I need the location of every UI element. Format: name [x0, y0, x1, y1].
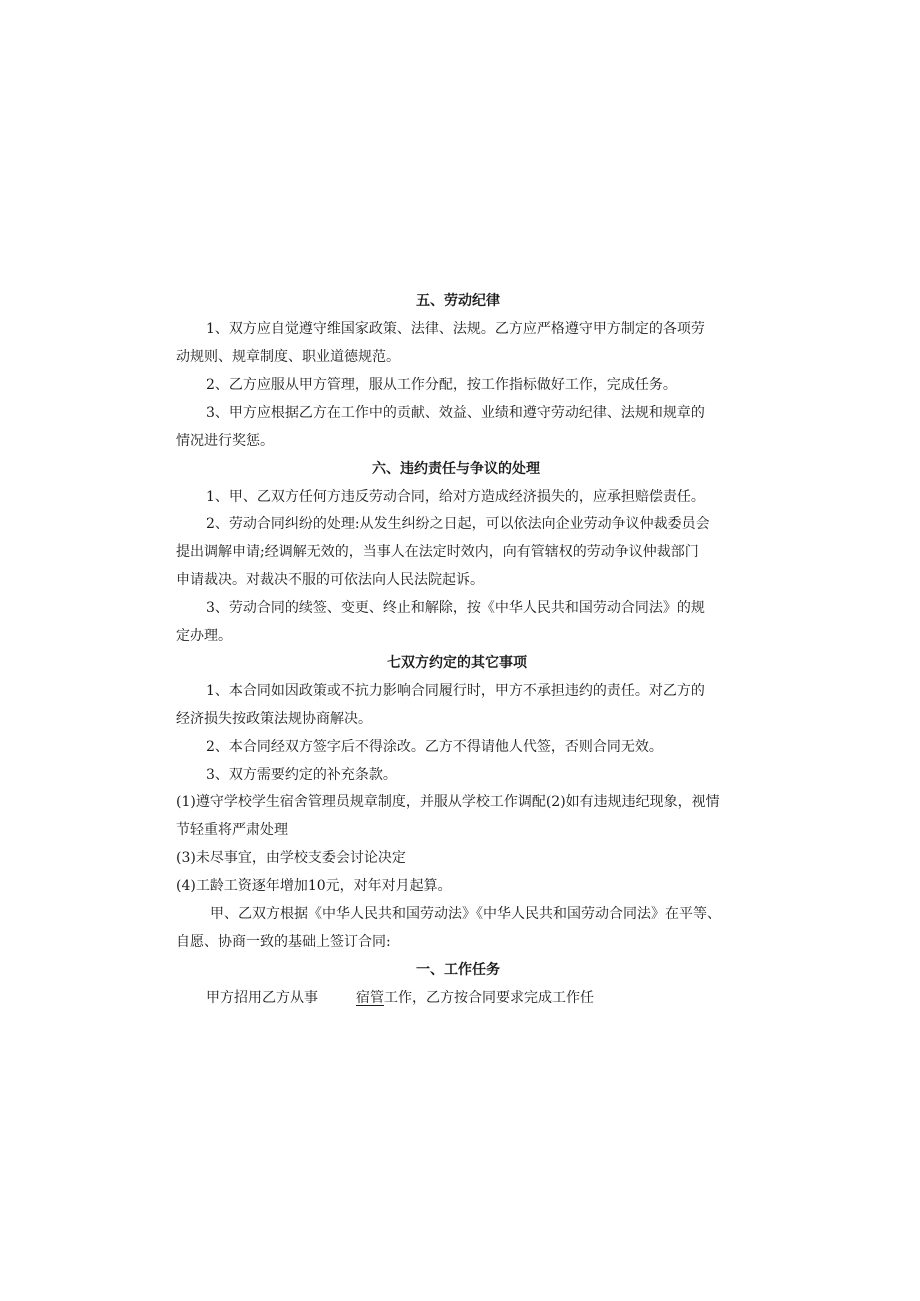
- section-6-para-1: 1、甲、乙双方任何方违反劳动合同，给对方造成经济损失的，应承担赔偿责任。: [206, 489, 705, 505]
- section-6-para-3-line-2: 定办理。: [176, 628, 232, 644]
- section-7-para-1-line-2: 经济损失按政策法规协商解决。: [176, 711, 372, 727]
- intro-line-2: 自愿、协商一致的基础上签订合同:: [176, 934, 391, 950]
- section-7-item-4: (4)工龄工资逐年增加10元，对年对月起算。: [176, 878, 452, 894]
- section-7-item-1-line-2: 节轻重将严肃处理: [176, 822, 288, 838]
- section-5-para-1-line-1: 1、双方应自觉遵守维国家政策、法律、法规。乙方应严格遵守甲方制定的各项劳: [206, 321, 705, 337]
- section-6-heading: 六、违约责任与争议的处理: [372, 461, 540, 477]
- section-6-para-2-line-1: 2、劳动合同纠纷的处理:从发生纠纷之日起，可以依法向企业劳动争议仲裁委员会: [206, 516, 710, 532]
- job-assignment-text-before: 甲方招用乙方从事: [206, 990, 318, 1006]
- section-5-para-1-line-2: 动规则、规章制度、职业道德规范。: [176, 349, 400, 365]
- section-5-para-3-line-1: 3、甲方应根据乙方在工作中的贡献、效益、业绩和遵守劳动纪律、法规和规章的: [206, 405, 705, 421]
- section-7-para-1-line-1: 1、本合同如因政策或不抗力影响合同履行时，甲方不承担违约的责任。对乙方的: [206, 683, 705, 699]
- section-7-heading: 七双方约定的其它事项: [387, 655, 527, 671]
- section-1-heading: 一、工作任务: [416, 962, 500, 978]
- job-assignment-line: [206, 989, 594, 1007]
- section-6-para-3-line-1: 3、劳动合同的续签、变更、终止和解除，按《中华人民共和国劳动合同法》的规: [206, 600, 705, 616]
- section-6-para-2-line-2: 提出调解申请;经调解无效的，当事人在法定时效内，向有管辖权的劳动争议仲裁部门: [176, 544, 699, 560]
- section-5-para-2: 2、乙方应服从甲方管理，服从工作分配，按工作指标做好工作，完成任务。: [206, 377, 677, 393]
- section-5-para-3-line-2: 情况进行奖惩。: [176, 433, 274, 449]
- section-7-item-3: (3)未尽事宜，由学校支委会讨论决定: [176, 850, 406, 866]
- job-assignment-text-after: 工作，乙方按合同要求完成工作任: [384, 990, 594, 1006]
- section-7-para-3: 3、双方需要约定的补充条款。: [206, 767, 397, 783]
- section-5-heading: 五、劳动纪律: [416, 293, 500, 309]
- intro-line-1: 甲、乙双方根据《中华人民共和国劳动法》《中华人民共和国劳动合同法》在平等、: [210, 906, 721, 922]
- section-6-para-2-line-3: 申请裁决。对裁决不服的可依法向人民法院起诉。: [176, 572, 484, 588]
- job-title-field: 宿管: [356, 990, 384, 1006]
- section-7-item-1-line-1: (1)遵守学校学生宿舍管理员规章制度，并服从学校工作调配(2)如有违规违纪现象，视情: [176, 794, 720, 810]
- section-7-para-2: 2、本合同经双方签字后不得涂改。乙方不得请他人代签，否则合同无效。: [206, 739, 663, 755]
